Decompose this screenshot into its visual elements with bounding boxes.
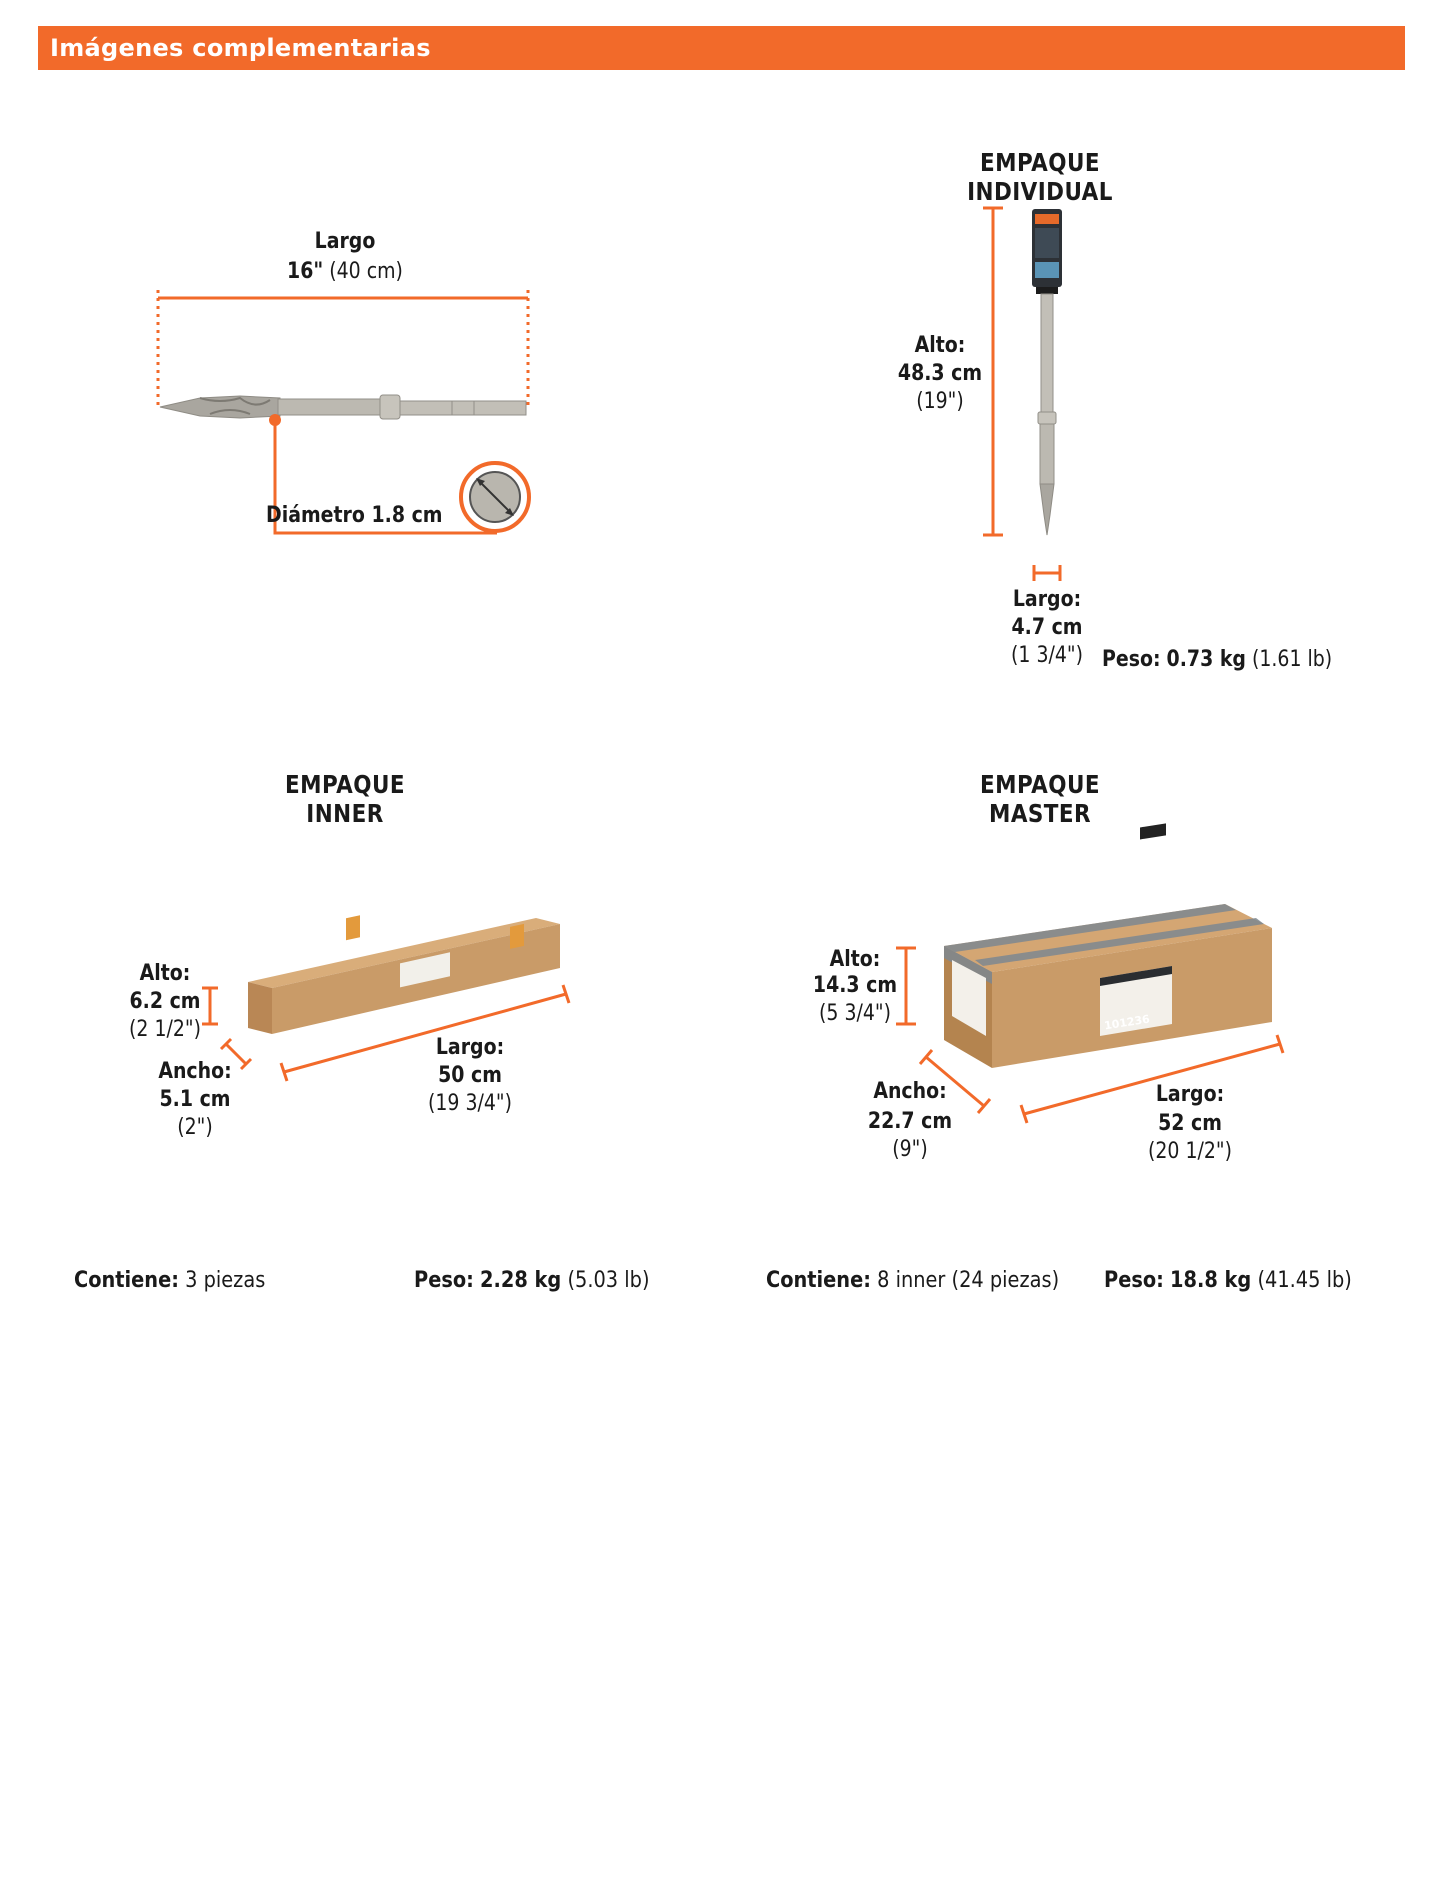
individual-package-image — [983, 208, 1062, 581]
individual-largo-cm: 4.7 cm — [1011, 615, 1083, 640]
header-title: Imágenes complementarias — [50, 34, 431, 62]
individual-peso — [1102, 646, 1333, 674]
inner-alto-in: (2 1/2") — [129, 1017, 201, 1042]
inner-peso-lb: (5.03 lb) — [567, 1268, 650, 1293]
master-alto-cm: 14.3 cm — [812, 973, 898, 998]
individual-largo-label: Largo: — [1012, 587, 1082, 612]
master-alto-in: (5 3/4") — [819, 1001, 891, 1026]
inner-contiene — [74, 1268, 265, 1293]
inner-contiene-value: 3 piezas — [185, 1268, 266, 1293]
inner-ancho-in: (2") — [177, 1115, 213, 1140]
master-contiene — [766, 1268, 1059, 1293]
individual-alto-in: (19") — [916, 389, 964, 414]
master-largo-label: Largo: — [1155, 1082, 1225, 1107]
master-ancho-cm: 22.7 cm — [867, 1109, 953, 1134]
individual-alto-cm: 48.3 cm — [897, 361, 983, 386]
master-contiene-value: 8 inner (24 piezas) — [877, 1268, 1060, 1293]
inner-largo-in: (19 3/4") — [427, 1091, 513, 1116]
master-peso — [1104, 1268, 1352, 1293]
product-diametro-label: Diámetro 1.8 cm — [266, 503, 443, 528]
product-largo-label: Largo — [314, 229, 376, 254]
master-largo-cm: 52 cm — [1158, 1111, 1222, 1136]
chisel-product-image — [158, 290, 529, 533]
master-alto-label: Alto: — [829, 947, 881, 972]
master-peso-label: Peso: — [1104, 1268, 1164, 1293]
inner-peso — [414, 1268, 650, 1293]
individual-largo-in: (1 3/4") — [1011, 643, 1083, 668]
inner-alto-cm: 6.2 cm — [129, 989, 201, 1014]
master-contiene-label: Contiene: — [766, 1268, 871, 1293]
individual-peso-kg: 0.73 kg — [1166, 647, 1246, 672]
inner-alto-label: Alto: — [139, 961, 191, 986]
individual-peso-label: Peso: — [1102, 647, 1161, 672]
inner-largo-cm: 50 cm — [438, 1063, 502, 1088]
inner-ancho-cm: 5.1 cm — [159, 1087, 231, 1112]
individual-alto-label: Alto: — [914, 333, 966, 358]
inner-peso-label: Peso: — [414, 1268, 474, 1293]
product-largo-in: 16" — [287, 259, 324, 284]
master-ancho-in: (9") — [892, 1137, 928, 1162]
master-box-code: 101236 — [1103, 1012, 1151, 1033]
product-largo-value — [272, 258, 418, 286]
individual-title: EMPAQUE INDIVIDUAL — [967, 148, 1113, 206]
master-peso-lb: (41.45 lb) — [1257, 1268, 1352, 1293]
master-largo-in: (20 1/2") — [1147, 1139, 1233, 1164]
master-peso-kg: 18.8 kg — [1170, 1268, 1252, 1293]
inner-ancho-label: Ancho: — [158, 1059, 232, 1084]
master-title: EMPAQUE MASTER — [980, 770, 1100, 828]
inner-contiene-label: Contiene: — [74, 1268, 179, 1293]
master-ancho-label: Ancho: — [873, 1079, 947, 1104]
product-largo-cm: (40 cm) — [329, 259, 403, 284]
individual-peso-lb: (1.61 lb) — [1251, 647, 1333, 672]
inner-largo-label: Largo: — [435, 1035, 505, 1060]
inner-peso-kg: 2.28 kg — [480, 1268, 562, 1293]
inner-title: EMPAQUE INNER — [285, 770, 405, 828]
